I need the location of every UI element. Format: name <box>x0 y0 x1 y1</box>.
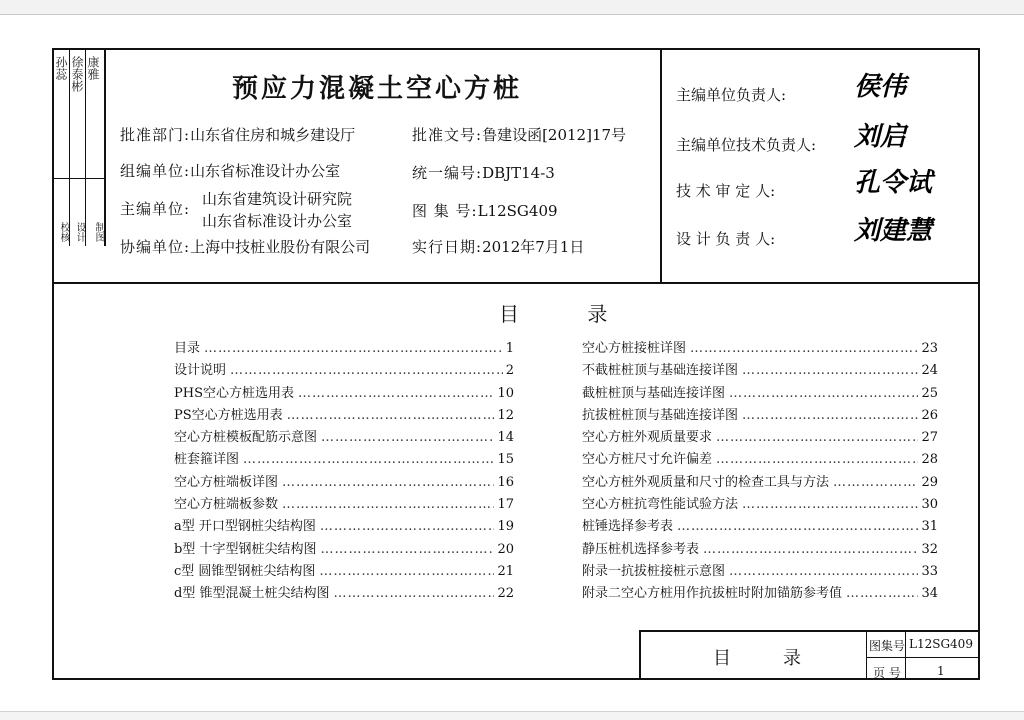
toc-entry-title: 设计说明 <box>174 363 227 379</box>
header-divider <box>54 282 978 284</box>
toc-entry <box>582 360 938 382</box>
toc-entry <box>582 516 938 538</box>
signature: 侯伟 <box>854 72 907 102</box>
atlas-no-label: 图 集 号: <box>412 202 478 220</box>
draw-signature: 康雅 <box>86 56 100 80</box>
toc-entry-title: 截桩桩顶与基础连接详图 <box>582 385 726 401</box>
toc-entry-page: 27 <box>921 430 938 446</box>
chief-unit-label: 主编单位: <box>120 200 191 218</box>
compile-unit <box>120 160 340 181</box>
toc-entry-page: 14 <box>497 430 514 446</box>
toc-entry-page: 16 <box>497 474 514 490</box>
toc-heading-a: 目 <box>499 302 519 326</box>
toc-entry <box>582 427 938 449</box>
sign-strip <box>54 50 106 246</box>
resp-chief-unit <box>676 72 907 105</box>
unified-no-value: DBJT14-3 <box>482 164 555 182</box>
toc-entry-page: 26 <box>921 407 938 423</box>
toc-leader-dots <box>287 405 495 427</box>
toc-leader-dots <box>690 338 918 360</box>
responsible-persons <box>662 50 978 282</box>
draw-label: 制图 <box>93 222 104 242</box>
toc-leader-dots <box>282 494 494 516</box>
resp-chief-tech <box>676 122 907 155</box>
approval-dept-label: 批准部门: <box>120 126 191 144</box>
toc-entry <box>174 338 514 360</box>
toc-entry <box>174 494 514 516</box>
toc-entry <box>174 472 514 494</box>
toc-leader-dots <box>243 449 494 471</box>
toc-entry <box>582 539 938 561</box>
toc-entry-page: 29 <box>921 474 938 490</box>
unified-no <box>412 162 555 183</box>
toc-entry-title: PHS空心方桩选用表 <box>174 385 294 401</box>
design-signature: 徐泰彬 <box>70 56 84 92</box>
resp-label: 主编单位负责人: <box>676 86 787 104</box>
toc-leader-dots <box>729 383 918 405</box>
toc-entry-title: 空心方桩尺寸允许偏差 <box>582 452 713 468</box>
toc-entry-title: d型 锥型混凝土桩尖结构图 <box>174 586 330 602</box>
check-label: 校核 <box>58 222 69 242</box>
atlas-no <box>412 200 558 221</box>
toc-entry-page: 23 <box>921 341 938 356</box>
toc-leader-dots <box>677 516 918 538</box>
resp-label: 主编单位技术负责人: <box>676 136 817 154</box>
toc-entry-title: 空心方桩外观质量和尺寸的检查工具与方法 <box>582 474 830 490</box>
toc-entry <box>582 449 938 471</box>
toc-entry-title: 桩锤选择参考表 <box>582 519 674 535</box>
page-label: 页 号 <box>873 666 901 680</box>
toc-entry-title: a型 开口型钢桩尖结构图 <box>174 519 316 535</box>
toc-entry <box>174 383 514 405</box>
toc-entry-title: 空心方桩模板配筋示意图 <box>174 430 318 446</box>
toc-entry <box>582 494 938 516</box>
toc-leader-dots <box>742 405 918 427</box>
atlas-value: L12SG409 <box>909 637 973 651</box>
header-info <box>106 50 662 282</box>
sign-cell-check <box>54 50 70 246</box>
toc-entry <box>582 338 938 360</box>
toc-entry-page: 24 <box>921 363 938 379</box>
toc-entry-page: 30 <box>921 497 938 513</box>
toc-entry <box>174 539 514 561</box>
toc-leader-dots <box>729 561 918 583</box>
resp-tech-review <box>676 168 933 201</box>
toc-leader-dots <box>833 472 918 494</box>
toc-leader-dots <box>230 360 503 382</box>
toc-entry-title: c型 圆锥型钢桩尖结构图 <box>174 563 316 579</box>
resp-label: 设 计 负 责 人: <box>676 230 776 248</box>
toc-leader-dots <box>320 539 494 561</box>
page-edge-top <box>0 0 1024 15</box>
drawing-sheet <box>52 48 980 680</box>
toc-entry-page: 25 <box>921 385 938 401</box>
toc-leader-dots <box>716 449 918 471</box>
toc-entry-page: 1 <box>505 341 514 356</box>
title-block-vline <box>905 632 906 678</box>
toc-entry-title: PS空心方桩选用表 <box>174 407 283 423</box>
approval-no-label: 批准文号: <box>412 126 483 144</box>
toc-entry-title: 不截桩桩顶与基础连接详图 <box>582 363 739 379</box>
toc-left-column <box>174 338 514 606</box>
toc-entry-title: 空心方桩接桩详图 <box>582 341 687 356</box>
toc-heading-b: 录 <box>587 302 608 326</box>
title-block-name <box>641 632 867 678</box>
signature: 孔令试 <box>854 168 933 198</box>
title-block-a: 目 <box>713 648 731 669</box>
effective-date <box>412 236 584 257</box>
toc-right-column <box>582 338 938 606</box>
title-block-hline <box>867 657 978 658</box>
toc-entry <box>582 405 938 427</box>
chief-unit <box>120 188 380 232</box>
toc-entry-page: 20 <box>497 541 514 557</box>
toc-entry-title: 抗拔桩桩顶与基础连接详图 <box>582 407 739 423</box>
signature: 刘启 <box>854 122 907 152</box>
toc-entry-title: b型 十字型钢桩尖结构图 <box>174 541 317 557</box>
sign-cell-design <box>70 50 86 246</box>
toc-leader-dots <box>333 583 494 605</box>
toc-leader-dots <box>204 338 503 360</box>
toc-entry-title: 静压桩机选择参考表 <box>582 541 700 557</box>
toc-entry-title: 空心方桩抗弯性能试验方法 <box>582 497 739 513</box>
toc-entry-page: 12 <box>497 407 514 423</box>
toc-entry <box>174 583 514 605</box>
effective-date-value: 2012年7月1日 <box>482 238 585 256</box>
toc-leader-dots <box>703 539 918 561</box>
assist-unit-value: 上海中技桩业股份有限公司 <box>190 238 371 256</box>
page-value: 1 <box>937 664 945 678</box>
atlas-no-value: L12SG409 <box>477 202 558 220</box>
toc-entry-page: 19 <box>497 519 514 535</box>
toc-entry-page: 15 <box>497 452 514 468</box>
toc-entry <box>174 516 514 538</box>
page-edge-bottom <box>0 711 1024 720</box>
toc-entry-page: 22 <box>497 586 514 602</box>
toc-entry-page: 32 <box>921 541 938 557</box>
toc-entry-title: 附录一抗拔桩接桩示意图 <box>582 563 726 579</box>
signature: 刘建慧 <box>854 216 933 246</box>
toc-entry <box>174 561 514 583</box>
check-signature: 孙蕊 <box>54 56 68 80</box>
toc-leader-dots <box>846 583 918 605</box>
toc-entry-page: 33 <box>921 563 938 579</box>
toc-leader-dots <box>742 494 918 516</box>
toc-entry <box>174 360 514 382</box>
design-label: 设计 <box>74 222 85 242</box>
toc-entry <box>582 583 938 605</box>
sign-cell-draw <box>86 50 104 246</box>
effective-date-label: 实行日期: <box>412 238 483 256</box>
resp-label: 技 术 审 定 人: <box>676 182 776 200</box>
toc-entry-page: 34 <box>921 586 938 602</box>
toc-entry <box>174 405 514 427</box>
approval-dept-value: 山东省住房和城乡建设厅 <box>190 126 356 144</box>
approval-no <box>412 124 626 145</box>
toc-leader-dots <box>321 427 494 449</box>
toc-entry-page: 28 <box>921 452 938 468</box>
toc-entry-page: 2 <box>505 363 514 379</box>
toc-leader-dots <box>319 561 494 583</box>
toc-entry-page: 10 <box>497 385 514 401</box>
toc-entry <box>174 449 514 471</box>
chief-unit-line1: 山东省建筑设计研究院 <box>202 190 353 208</box>
toc-entry-page: 31 <box>921 519 938 535</box>
approval-no-value: 鲁建设函[2012]17号 <box>482 126 627 144</box>
chief-unit-line2: 山东省标准设计办公室 <box>202 212 353 230</box>
unified-no-label: 统一编号: <box>412 164 483 182</box>
toc-entry-page: 21 <box>497 563 514 579</box>
toc-leader-dots <box>298 383 494 405</box>
page-title: 预应力混凝土空心方桩 <box>232 74 523 104</box>
toc-leader-dots <box>716 427 918 449</box>
toc-entry-page: 17 <box>497 497 514 513</box>
resp-design-lead <box>676 216 933 249</box>
assist-unit-label: 协编单位: <box>120 238 191 256</box>
title-block <box>639 630 978 678</box>
atlas-label: 图集号 <box>869 639 906 653</box>
toc-entry-title: 附录二空心方桩用作抗拔桩时附加锚筋参考值 <box>582 586 843 602</box>
toc-entry <box>582 561 938 583</box>
toc-entry-title: 空心方桩端板参数 <box>174 497 279 513</box>
toc-entry <box>174 427 514 449</box>
toc-leader-dots <box>282 472 494 494</box>
toc-entry-title: 桩套箍详图 <box>174 452 240 468</box>
compile-unit-label: 组编单位: <box>120 162 191 180</box>
compile-unit-value: 山东省标准设计办公室 <box>190 162 341 180</box>
toc-entry-title: 目录 <box>174 341 201 356</box>
assist-unit <box>120 236 370 257</box>
toc-entry <box>582 383 938 405</box>
toc-entry-title: 空心方桩外观质量要求 <box>582 430 713 446</box>
toc-leader-dots <box>742 360 918 382</box>
toc-entry-title: 空心方桩端板详图 <box>174 474 279 490</box>
toc-leader-dots <box>320 516 495 538</box>
toc-heading <box>499 298 607 327</box>
approval-dept <box>120 124 355 145</box>
toc-entry <box>582 472 938 494</box>
title-block-b: 录 <box>783 648 801 669</box>
